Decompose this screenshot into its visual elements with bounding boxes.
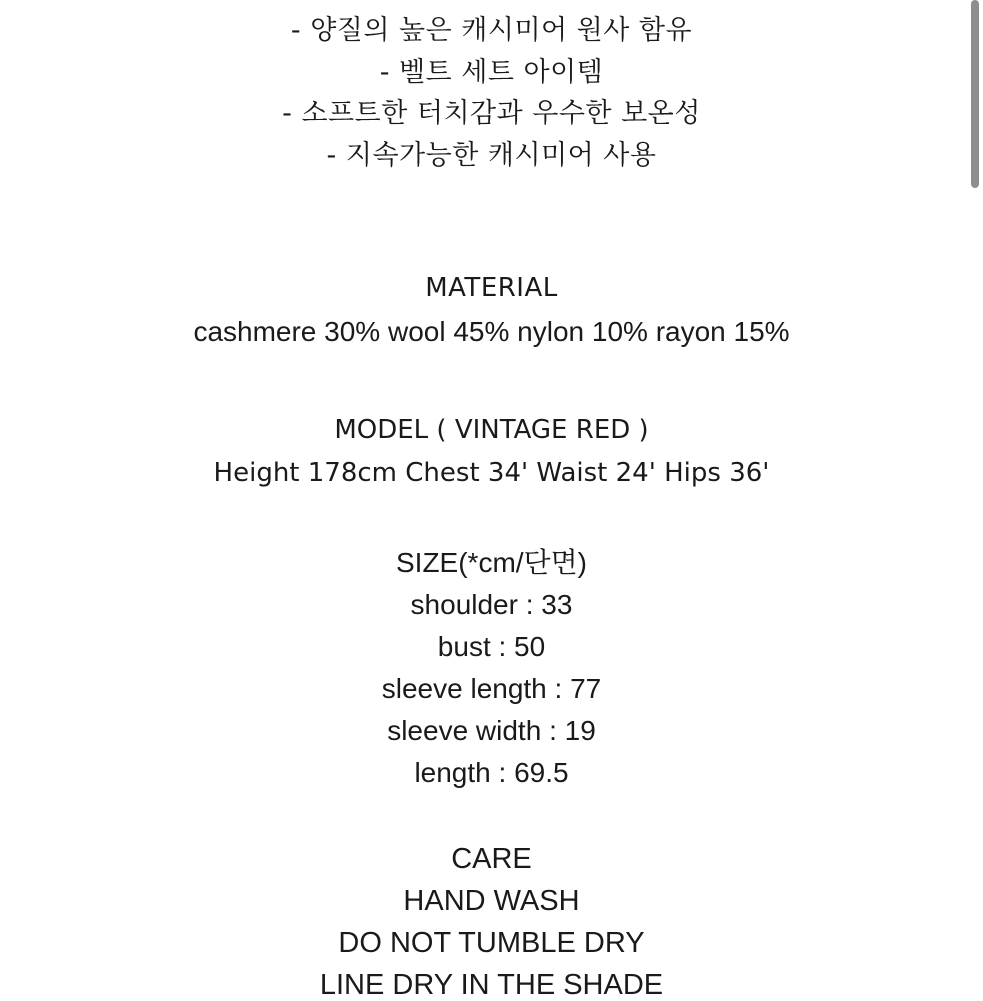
size-item-length: length : 69.5 [414, 757, 569, 788]
size-item-sleeve-width: sleeve width : 19 [387, 715, 596, 746]
feature-line-3: - 소프트한 터치감과 우수한 보온성 [282, 98, 701, 129]
size-item-sleeve-length: sleeve length : 77 [381, 673, 602, 704]
care-item-no-tumble-dry: DO NOT TUMBLE DRY [338, 927, 645, 959]
material-composition: cashmere 30% wool 45% nylon 10% rayon 15% [193, 316, 790, 347]
model-title: MODEL ( VINTAGE RED ) [334, 415, 649, 445]
size-item-bust: bust : 50 [437, 631, 546, 662]
material-title: MATERIAL [425, 273, 558, 303]
care-item-line-dry: LINE DRY IN THE SHADE [319, 969, 664, 1001]
vertical-scrollbar[interactable] [971, 0, 979, 188]
size-title: SIZE(*cm/단면) [396, 547, 587, 578]
model-measurements: Height 178cm Chest 34' Waist 24' Hips 36' [213, 458, 770, 488]
feature-line-1: - 양질의 높은 캐시미어 원사 함유 [290, 15, 693, 46]
feature-line-4: - 지속가능한 캐시미어 사용 [326, 140, 657, 171]
care-item-hand-wash: HAND WASH [403, 885, 580, 917]
size-item-shoulder: shoulder : 33 [410, 589, 573, 620]
care-title: CARE [451, 843, 532, 875]
feature-line-2: - 벨트 세트 아이템 [379, 57, 604, 88]
